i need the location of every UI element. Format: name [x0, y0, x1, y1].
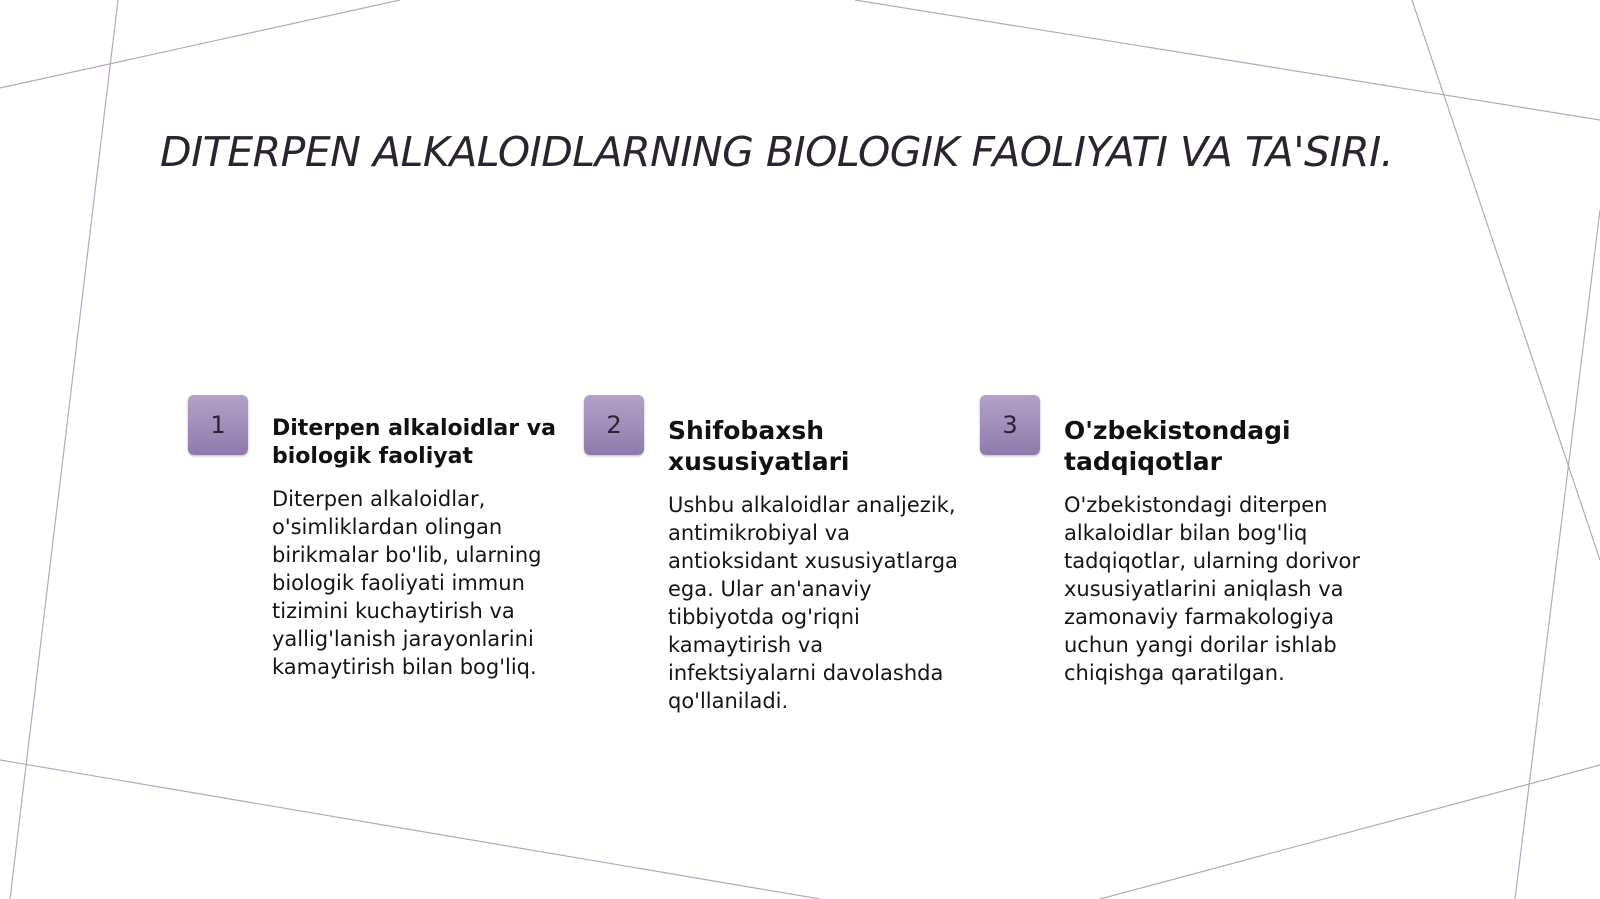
number-badge: 3: [980, 395, 1040, 455]
page-title: DITERPEN ALKALOIDLARNING BIOLOGIK FAOLIYATI VA TA'SIRI.: [160, 128, 1394, 176]
card-body: Ushbu alkaloidlar analjezik, antimikrobiyal va antioksidant xususiyatlarga ega. Ular an'anaviy tibbiyotda og'riqni kamaytirish va infektsiyalarni davolashda qo'llaniladi.: [668, 493, 958, 713]
card-body: O'zbekistondagi diterpen alkaloidlar bilan bog'liq tadqiqotlar, ularning dorivor xususiyatlarini aniqlash va zamonaviy farmakologiya uchun yangi dorilar ishlab chiqishga qaratilgan.: [1064, 493, 1360, 685]
card-heading: O'zbekistondagi tadqiqotlar: [1064, 416, 1291, 476]
number-badge: 1: [188, 395, 248, 455]
number-badge: 2: [584, 395, 644, 455]
card-heading: Diterpen alkaloidlar va biologik faoliyat: [272, 416, 556, 469]
card-body: Diterpen alkaloidlar, o'simliklardan olingan birikmalar bo'lib, ularning biologik faoliyati immun tizimini kuchaytirish va yallig'lanish jarayonlarini kamaytirish bilan bog'liq.: [272, 487, 542, 679]
card-heading: Shifobaxsh xususiyatlari: [668, 416, 850, 476]
